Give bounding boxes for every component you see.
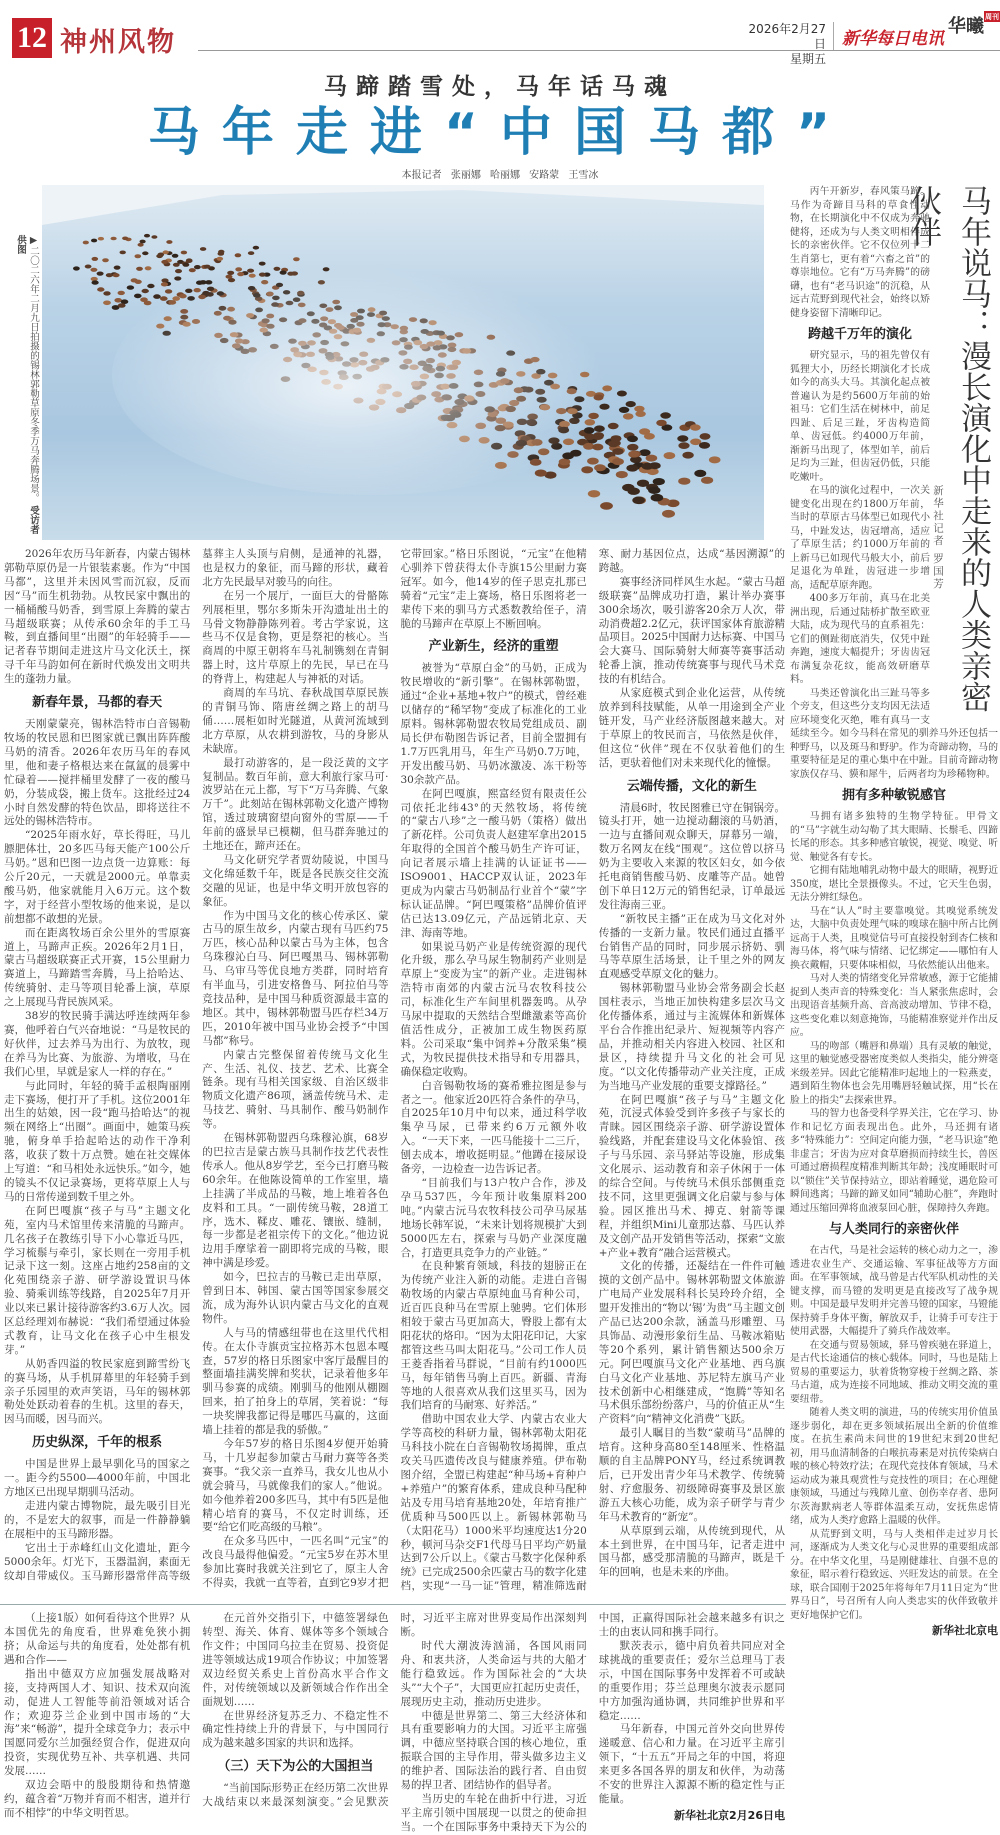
paragraph: 丙午开新岁，春风策马蹄。马作为奇蹄目马科的草食性动物，在长期演化中不仅成为奔驰健将，还成为与人类文明相伴成长的亲密伙伴。它不仅位列十二生肖第七，更有着“六畜之首”的尊崇地位。它有“万马奔腾”的磅礴，也有“老马识途”的沉稳，从远古荒野到现代社会，始终以矫健身姿留下清晰印记。 [790,186,930,319]
horse-mark [699,442,710,449]
paragraph: 中德是世界第二、第三大经济体和具有重要影响力的大国。习近平主席强调，中德应坚持联合国的核心地位，重振联合国的主导作用，带头做多边主义的维护者、国际法治的践行者、自由贸易的捍卫者、团结协作的倡导者。 [400,1709,587,1792]
paragraph: 清晨6时，牧民图雅已守在铜锅旁。镜头打开，她一边搅动翻滚的马奶酒，一边与直播间观众聊天，屏幕另一端，数万名网友在线“围观”。这位曾以挤马奶为主要收入来源的牧区妇女，如今依托电商销售酸马奶、皮雕等产品。她曾创下单日12万元的销售纪录，订单最远发往海南三亚。 [598,801,785,911]
paragraph: 与此同时，年轻的骑手孟根陶丽刚走下赛场，便打开了手机。这位2001年出生的姑娘，因一段“跑马拾哈达”的视频在网络上“出圈”。画面中，她策马疾驰，俯身单手拾起哈达的动作干净利落，收获了数十万点赞。她在社交媒体上写道：“和马相处永远快乐。”如今，她的镜头不仅记录赛场，更将草原上人与马的日常传递到数千里之外。 [4,1079,191,1203]
horse-mark [701,477,713,484]
continued-article-body [4,1612,785,1835]
horse-mark [85,265,92,269]
paragraph: 当历史的车轮在曲折中行进，习近平主席引领中国展现一以贯之的使命担当。一个在国际事务中秉持天下为公的中国，正赢得国际社会越来越多有识之士的由衷认同和携手同行。 [400,1612,785,1833]
supplement-logo [948,12,1000,38]
horse-mark [649,462,661,469]
horse-mark [136,267,143,271]
paragraph: 锡林郭勒盟马业协会常务副会长赵国柱表示，当地正加快构建多层次马文化传播体系，通过与主流媒体和新媒体平台合作推出纪录片、短视频等内容产品，并推动相关内容进入校园、社区和景区，持续提升马文化的社会可见度。“以文化传播带动产业关注度，正成为当地马产业发展的重要支撑路径。” [598,982,785,1092]
horse-mark [92,257,99,261]
article-divider [0,1604,786,1605]
horse-mark [581,466,593,473]
dateline-sign: 新华社北京2月26日电 [674,1808,785,1822]
paragraph: 38岁的牧民骑手满达呼连续两年参赛，他呼着白气兴奋地说：“马是牧民的好伙伴，过去养马为出行、为放牧，现在养马为比赛、为旅游、为增收，马在我们心里，早就是家人一样的存在。” [4,1010,191,1078]
paragraph: （上接1版）如何看待这个世界？从本国优先的角度看，世界难免狭小拥挤；从命运与共的角度看，处处都有机遇和合作—— [4,1612,191,1666]
paragraph: 400多万年前，真马在北美洲出现，后通过陆桥扩散至欧亚大陆，成为现代马的直系祖先：它们的侧趾彻底消失，仅凭中趾奔跑，速度大幅提升；牙齿齿冠布满复杂花纹，能高效研磨草料。 [790,593,930,685]
paragraph: 在锡林郭勒盟西乌珠穆沁旗，68岁的巴拉吉是蒙古族马具制作技艺代表性传承人。他从8岁学艺，至今已打磨马鞍60余年。在他陈设简单的工作室里，墙上挂满了半成品的马鞍，地上堆着各色皮料和工具。“一副传统马鞍，28道工序，选木、鞣皮、雕花、镶嵌、缝制，每一步都是老祖宗传下的文化。”他边说边用手摩挲着一副即将完成的马鞍，眼神中满是珍爱。 [202,1132,389,1270]
horse-mark [709,456,721,463]
paragraph: 被誉为“草原白金”的马奶，正成为牧民增收的“新引擎”。在锡林郭勒盟，通过“企业+基地+牧户”的模式，曾经难以储存的“稀罕物”变成了标准化的工业原料。锡林郭勒盟农牧局党组成员、副局长伊布勒图告诉记者，目前全盟拥有1.7万匹乳用马，年生产马奶0.7万吨，开发出酸马奶、马奶冰激凌、冻干粉等30余款产品。 [400,662,587,786]
horse-mark [138,243,144,247]
photo-credit: 受访者供图 [15,235,39,535]
paragraph: 最引人瞩目的当数“蒙萌马”品牌的培育。这种身高80至148厘米、性格温顺的自主品牌PONY马，经过系统调教后，已开发出青少年马术教学、传统骑射、疗愈服务、初级障碍赛事及景区旅游五大核心功能，成为亲子研学与青少年马术教育的“新宠”。 [598,1427,785,1523]
sidebar-byline: 新华社记者 罗国芳 [932,485,944,591]
horse-mark [98,237,104,241]
paragraph: 在阿巴嘎旗“孩子与马”主题文化苑，室内马术馆里传来清脆的马蹄声。几名孩子在教练引导下小心靠近马匹，学习梳鬃与牵引，家长则在一旁用手机记录下这一刻。这座占地约258亩的文化苑围绕亲子游、研学游设置识马体验、骑乘训练等线路，自2025年7月开业以来已累计接待游客约3.6万人次。园区总经理刘布赫说：“我们希望通过体验式教育，让马文化在孩子心中生根发芽。” [4,1204,191,1356]
horse-mark [651,494,664,502]
paragraph: 在另一个展厅，一面巨大的骨骼陈列展柜里，鄂尔多斯朱开沟遗址出土的马骨文物静静陈列着。考古学家说，这些马不仅是食物，更是祭祀的核心。当商周的中原王朝将车马礼制镌刻在青铜器上时，这片草原上的先民，早已在马的脊背上，构建起人与神祇的对话。 [202,589,389,686]
horse-mark [153,294,161,299]
paragraph: 马年新春，中国元首外交向世界传递暖意、信心和力量。在习近平主席引领下，“十五五”开局之年的中国，将迎来更多各国各界的朋友和伙伴，为动荡不安的世界注入源源不断的稳定性与正能量。 [598,1723,785,1805]
paragraph: 商周的车马坑、春秋战国草原民族的青铜马饰、隋唐丝绸之路上的胡马俑……展柜如时光隧道，从黄河流域到北方草原，从农耕到游牧，马的身影从未缺席。 [202,687,389,755]
horse-mark [588,490,600,497]
paragraph: “2025年雨水好，草长得旺，马儿膘肥体壮，20多匹马每天能产100公斤马奶。”恩和巴图一边点货一边算账：每公斤20元，一天就是2000元。单靠卖酸马奶，他家就能月入6万元。这个数字，对于经营小型牧场的他来说，是以前想都不敢想的光景。 [4,829,191,925]
photo-caption [6,235,40,535]
horse-mark [142,289,149,293]
paragraph: 文化的传播，还凝结在一件件可触摸的文创产品中。锡林郭勒盟文体旅游广电局产业发展科科长吴玲玲介绍，全盟开发推出的“物以‘锡’为贵”马主题文创产品已达200余款，涵盖马形雕塑、马具饰品、动漫形象衍生品、马鞍冰箱贴等20个系列，累计销售额达500余万元。阿巴嘎旗马文化产业基地、西乌旗白马文化产业基地、苏尼特左旗马产业技术创新中心相继建成，“饱腾”等知名马术俱乐部纷纷落户，马的价值正从“生产资料”向“精神文化消费”飞跃。 [598,1260,785,1426]
page-number: 12 [12,18,52,58]
horse-mark [97,287,104,291]
horse-mark [135,254,142,258]
horse-mark [235,253,242,257]
article-byline: 本报记者 张丽娜 哈丽娜 安路蒙 王雪冰 [401,170,599,181]
section-heading: 产业新生，经济的重塑 [428,639,559,655]
paragraph: 在良种繁育领域，科技的翅膀正在为传统产业注入新的动能。走进白音锡勒牧场的内蒙古草原纯血马育种公司，近百匹良种马在雪原上驰骋。它们体形相较于蒙古马更加高大，臀股上都有太阳花状的烙印。“因为太阳花印记，大家都管这些马叫太阳花马。”公司工作人员王菱香指着马群说，“目前有约1000匹马，每年销售马驹上百匹。新疆、青海等地的人很喜欢从我们这里买马，因为我们培育的马耐寒、好养活。” [400,1260,587,1412]
horse-mark [147,284,154,288]
article-subtitle: 马蹄踏雪处，马年话马魂 [324,74,676,100]
horse-mark [151,235,157,239]
section-heading: 新春年景，马都的春天 [32,695,163,711]
paragraph: 2026年农历马年新春，内蒙古锡林郭勒草原仍是一片银装素裹。作为“中国马都”，这里并未因风雪而沉寂，反而因“马”而生机勃勃。从牧民家中飘出的一桶桶酸马奶香，到雪原上奔腾的蒙古马超级联赛；从传承60余年的手工马鞍，到直播间里“出圈”的年轻骑手——记者春节期间走进这片马文化沃土，探寻千年马韵如何在新时代焕发出文明共生的蓬勃力量。 [4,548,191,686]
horse-mark [134,294,142,299]
main-article-body [4,548,785,1594]
paragraph: 在众多马匹中，一匹名叫“元宝”的改良马最得他偏爱。“元宝5岁在苏木里参加比赛时我就关注到它了，原主人舍不得卖，我就一直等着，直到它9岁才把它带回家。”格日乐图说，“元宝”在他精心驯养下曾获得太仆寺旗15公里耐力赛冠军。如今，他14岁的侄子思克扎那已骑着“元宝”走上赛场，格日乐图将老一辈传下来的驯马方式悉数教给侄子，清脆的马蹄声在草原上不断回响。 [202,548,587,1590]
horse-mark [656,420,667,426]
horse-mark [644,433,655,440]
newspaper-logo: 新华每日电讯 [842,29,944,49]
horse-mark [218,250,224,254]
horse-mark [118,291,125,295]
horse-mark [592,444,603,451]
horse-mark [627,436,638,443]
caption-text: ▶二〇二六年二月九日拍摄的锡林郭勒草原冬季万马奔腾场景。 [28,235,39,503]
horse-mark [587,458,599,465]
horse-mark [235,267,242,271]
paragraph: 随着人类文明的演进，马的传统实用价值虽逐步弱化，却在更多领域拓展出全新的价值维度。在抗生素尚未问世的19世纪末到20世纪初，用马血清制备的白喉抗毒素是对抗传染病白喉的核心特效疗法；在现代竞技体育领域，马术运动成为兼具观赏性与竞技性的项目；在心理健康领域，马通过与残障儿童、创伤幸存者、患阿尔茨海默病老人等群体温柔互动，安抚焦虑情绪，成为人类疗愈路上温暖的伙伴。 [790,1407,998,1526]
paragraph: 而在距离牧场百余公里外的雪原赛道上，马蹄声正疾。2026年2月1日，蒙古马超级联赛正式开赛，15公里耐力赛道上，马蹄踏雪奔腾，马上拾哈达、传统骑射、走马等项目轮番上演，草原之上展现马背民族风采。 [4,926,191,1009]
horse-mark [612,458,624,465]
horse-mark [204,265,211,269]
section-heading: 跨越千万年的演化 [807,327,912,342]
horse-mark [181,251,187,255]
horse-mark [664,452,676,459]
horse-mark [677,435,688,442]
paragraph: 借助中国农业大学、内蒙古农业大学等高校的科研力量，锡林郭勒太阳花马科技小院在白音锡勒牧场揭牌，重点攻关马匹遗传改良与健康养殖。伊布勒图介绍，全盟已构建起“种马场+育种户+养殖户”的繁育体系，建成良种马配种站及专用马培育基地20处，年培育推广优质种马500匹以上。新锡林郭勒马（太阳花马）1000米平均速度达1分20秒，顿河马杂交F1代母马日平均产奶量达到7公斤以上。《蒙古马数字化保种系统》已完成2500余匹蒙古马的数字化建档，实现“一马一证”管理，精准筛选耐寒、耐力基因位点，达成“基因溯源”的跨越。 [400,548,785,1593]
paragraph: 在元首外交指引下，中德签署绿色转型、海关、体育、媒体等多个领域合作文件；中国同乌拉圭在贸易、投资促进等领域达成19项合作协议；中加签署双边经贸关系史上首份高水平合作文件，对传统领域以及新领域合作作出全面规划…… [202,1612,389,1708]
horse-mark [678,478,690,485]
horse-mark [248,251,254,255]
horse-mark [102,258,109,262]
horse-mark [690,424,701,430]
section-heading: 与人类同行的亲密伙伴 [828,1222,959,1237]
horse-mark [140,240,146,244]
paragraph: 研究显示，马的祖先曾仅有狐狸大小，历经长期演化才长成如今的高头大马。其演化起点被普遍认为是约5600万年前的始祖马：它们生活在树林中，前足四趾、后足三趾，牙齿构造简单、齿冠低。约4000万年前，渐新马出现了，体型如羊，前后足均为三趾，但齿冠仍低，只能吃嫩叶。 [790,350,930,483]
horse-herd-photo [42,185,764,540]
horse-mark [648,487,660,494]
paragraph: 从荒野到文明，马与人类相伴走过岁月长河，逐渐成为人类文化与心灵世界的重要组成部分。在中华文化里，马是刚健雄壮、自强不息的象征，昭示着行稳致远、兴旺发达的前景。在全球，联合国刚于2025年将每年7月11日定为“世界马日”，号召所有人向人类忠实的伙伴致敬并更好地保护它们。 [790,1528,998,1621]
paragraph: 马在“认人”时主要靠嗅觉。其嗅觉系统发达，大脑中负责处理气味的嗅球在脑中所占比例远高于人类，且嗅觉信号可直接投射到杏仁核和海马体，将气味与情绪、记忆绑定——哪怕有人换衣戴帽，只要体味相似，马依然能认出他来。 [790,905,998,971]
horse-mark [175,269,182,273]
section-heading: 云端传播，文化的新生 [626,778,757,794]
paragraph: 马对人类的情绪变化异常敏感，源于它能捕捉到人类声音的特殊变化：当人紧张焦虑时，会出现语音基频升高、音高波动增加、节律不稳，这些变化难以刻意掩饰，马能精准察觉并作出反应。 [790,973,998,1038]
paragraph: 内蒙古完整保留着传统马文化生产、生活、礼仪、技艺、艺术、比赛全链条。现有马相关国家级、自治区级非物质文化遗产86项，涵盖传统马术、走马技艺、骑射、马具制作、酸马奶制作等。 [202,1048,389,1131]
horse-mark [103,301,111,306]
horse-mark [535,470,547,477]
article-headline: 马年走进“中国马都” [147,103,853,163]
paragraph: 今年57岁的格日乐图4岁便开始骑马，十几岁起参加蒙古马耐力赛等各类赛事。“我父亲一直养马，我女儿也从小就会骑马，马就像我们的家人。”他说。如今他养着200多匹马，其中有5匹是他精心培育的赛马，不仅定时训练，还要“给它们吃高级的马粮”。 [202,1438,389,1534]
horse-mark [194,265,201,269]
horse-mark [694,470,706,477]
paragraph: 在古代，马是社会运转的核心动力之一，渗透进农业生产、交通运输、军事征战等方方面面。在军事领域，战马曾是古代军队机动性的关键支撑，而马镫的发明更是直接改写了战争规则。中国是最早发明并完善马镫的国家，马镫能保持骑手身体平衡，解放双手，让骑手可专注于使用武器，大幅提升了骑兵作战效率。 [790,1245,998,1337]
horse-mark [678,442,689,449]
paragraph: “新牧民主播”正在成为马文化对外传播的一支新力量。牧民们通过直播平台销售产品的同时，同步展示挤奶、驯马等草原生活场景，让千里之外的网友直观感受草原文化的魅力。 [598,912,785,981]
paragraph: 它拥有陆地哺乳动物中最大的眼睛，视野近350度，堪比全景摄像头。不过，它天生色弱，无法分辨红绿色。 [790,865,998,903]
horse-mark [172,254,179,258]
sidebar-article [790,185,998,1638]
horse-mark [189,268,196,272]
paragraph: 中国是世界上最早驯化马的国家之一。距今约5500—4000年前，中国北方地区已出现早期驯马活动。 [4,1458,191,1499]
paragraph: 在交通与贸易领域，驿马曾疾驰在驿道上，是古代长途通信的核心载体。同时，马也是陆上贸易的重要运力，驮着货物穿梭于丝绸之路、茶马古道，成为连接不同地域、推动文明交流的重要纽带。 [790,1339,998,1405]
horse-mark [174,276,181,280]
horse-mark [140,297,148,302]
supplement-logo-text: 华曦 [948,16,984,37]
horse-mark [122,237,128,241]
horse-mark [700,433,711,440]
paragraph: 从奶香四溢的牧民家庭到蹄雪纷飞的赛马场，从手机屏幕里的年轻骑手到亲子乐园里的欢声笑语，马年的锡林郭勒处处跃动着春的生机。这里的春天，因马而暖，因马而兴。 [4,1357,191,1426]
horse-mark [144,234,150,238]
horse-mark [160,296,168,301]
horse-mark [616,471,628,478]
horse-mark [142,251,148,255]
horse-mark [163,250,169,254]
paragraph: 走进内蒙古博物院，最先吸引目光的，不是宏大的叙事，而是一件静静躺在展柜中的玉马蹄形器。 [4,1500,191,1540]
paragraph: 作为中国马文化的核心传承区、蒙古马的原生故乡，内蒙古现有马匹约75万匹，核心品种以蒙古马为主体，包含乌珠穆沁白马、阿巴嘎黑马、锡林郭勒马、乌审马等优良地方类群，同时培育有半血马，引进安格鲁马、阿拉伯马等竞技品种，是中国马种质资源最丰富的地区。其中，锡林郭勒盟马匹存栏34万匹，2010年被中国马业协会授予“中国马都”称号。 [202,909,389,1047]
horse-mark [166,240,172,244]
paragraph: “目前我们与13户牧户合作，涉及孕马537匹，今年预计收集原料200吨。”内蒙古沅马农牧科技公司孕马尿基地场长韩军说，“未来计划将规模扩大到5000匹左右，探索与马奶产业深度融合，打造更具竞争力的产业链。” [400,1176,587,1259]
horse-mark [156,254,163,258]
paragraph: 马的吻部（嘴唇和鼻端）具有灵敏的触觉，这里的触觉感受器密度类似人类指尖，能分辨毫米级差异。因此它能精准叼起地上的一粒燕麦，遇到陌生物体也会先用嘴唇轻触试探，用“长在脸上的指尖”去探索世界。 [790,1040,998,1106]
date-text: 2026年2月27日 [748,22,826,51]
paragraph: 马类还曾演化出三趾马等多个旁支，但这些分支均因无法适应环境变化灭绝，唯有真马一支延续至今。如今马科在常见的驯养马外还包括一种野马，以及斑马和野驴。作为奇蹄动物，马的重要特征是足的重心集中在中趾。目前奇蹄动物家族仅存马、貘和犀牛，后两者均为珍稀物种。 [790,687,998,780]
horse-mark [612,448,623,455]
horse-mark [131,278,138,282]
section-heading: 历史纵深，千年的根系 [32,1435,163,1451]
horse-mark [103,291,110,295]
paragraph: 马的智力也备受科学界关注，它在学习、协作和记忆方面表现出色。此外，马还拥有诸多“特殊能力”：空间定向能力强，“老马识途”绝非虚言；牙齿为应对食草磨损而持续生长，兽医可通过磨损程度精准判断其年龄；浅度睡眠时可以“锁住”关节保持站立，即站着睡觉，遇危险可瞬间逃离；马蹄的蹄叉如同“辅助心脏”，奔跑时通过压缩回弹将血液泵回心脏，保障持久奔跑。 [790,1108,998,1214]
supplement-badge: 周刊 [985,12,999,21]
paragraph: 指出中德双方应加强发展战略对接，支持两国人才、知识、技术双向流动，促进人工智能等前沿领域对话合作；欢迎芬兰企业到中国市场的“大海”来“畅游”，提升全球竞争力；表示中国愿同爱尔兰加强经贸合作，促进双向投资，实现优势互补、共享机遇、共同发展…… [4,1667,191,1778]
horse-mark [682,452,693,459]
paragraph: 默茨表示，德中肩负着共同应对全球挑战的重要责任；爱尔兰总理马丁表示，中国在国际事务中发挥着不可或缺的重要作用；芬兰总理奥尔波表示愿同中方加强沟通协调，共同维护世界和平稳定…… [598,1639,785,1722]
horse-mark [646,455,658,462]
horse-mark [627,444,638,451]
horse-mark [111,237,117,241]
issue-date [742,22,826,67]
horse-mark [161,260,168,264]
section-title: 神州风物 [60,27,176,58]
horse-mark [259,262,266,266]
horse-mark [622,484,634,491]
paragraph: 白音锡勒牧场的赛希雅拉图是参与者之一。他家近20匹符合条件的孕马，自2025年10月中旬以来，通过科学收集孕马尿，已带来约6万元额外收入。“一天下来，一匹马能接十二三斤，刨去成本，增收挺明显。”他蹲在接尿设备旁，一边检查一边告诉记者。 [400,1079,587,1176]
paragraph: 最打动游客的，是一段泛黄的文字复制品。数百年前，意大利旅行家马可·波罗站在元上都，写下“万马奔腾、气象万千”。此刻站在锡林郭勒文化遗产博物馆，透过玻璃窗望向窗外的雪原——千年前的盛景早已模糊，但马群奔驰过的土地还在，蹄声还在。 [202,756,389,853]
paragraph: 从家庭模式到企业化运营，从传统放养到科技赋能，从单一用途到全产业链开发，马产业经济版图越来越大。对于草原上的牧民而言，马依然是伙伴，但这位“伙伴”现在不仅驮着他们的生活，更驮着他们对未来现代化的憧憬。 [598,687,785,769]
paragraph: 在马的演化过程中，一次关键变化出现在约1800万年前，当时的草原古马体型已如现代小马，中趾发达，齿冠增高，适应了草原生活；约1000万年前的上新马已如现代马般大小，前后足退化为单趾，齿冠进一步增高，适配草原奔跑。 [790,485,930,591]
horse-mark [173,263,180,267]
horse-mark [626,401,636,407]
horse-mark [559,458,571,465]
horse-mark [623,413,634,419]
horse-mark [632,497,645,505]
horse-mark [600,502,613,510]
horse-mark [660,412,671,418]
paragraph: 如今，巴拉吉的马鞍已走出草原，曾到日本、韩国、蒙古国等国家参展交流，成为海外认识内蒙古马文化的直观物件。 [202,1271,389,1325]
horse-mark [253,246,259,250]
horse-mark [73,266,80,270]
paragraph: 马拥有诸多独特的生物学特征。甲骨文的“马”字就生动勾勒了其大眼睛、长鬃毛、四蹄长尾的形态。其多种感官敏锐，视觉、嗅觉、听觉、触觉各有专长。 [790,811,998,863]
horse-mark [635,411,645,417]
horse-mark [97,272,104,276]
horse-mark [92,280,99,284]
horse-mark [608,441,619,448]
horse-mark [91,239,97,243]
paragraph: 如果说马奶产业是传统资源的现代化升级，那么孕马尿生物制药产业则是草原上“变废为宝”的新产业。走进锡林浩特市南郊的内蒙古沅马农牧科技公司，标准化生产车间里机器轰鸣。从孕马尿中提取的天然结合型雌激素等高价值活性成分，正被加工成生物医药原料。公司采取“集中饲养+分散采集”模式，为牧民提供技术指导和专用器具，确保稳定收购。 [400,940,587,1078]
paragraph: 双边会晤中的殷殷期待和热情邀约，蕴含着“万物并育而不相害，道并行而不相悖”的中华文明哲思。 [4,1779,191,1819]
horse-mark [637,480,649,487]
paragraph: 在阿巴嘎旗“孩子与马”主题文化苑，沉浸式体验受到许多孩子与家长的青睐。园区围绕亲子游、研学游设置体验线路，并配套建设马文化体验馆、孩子与马乐园、亲马驿站等设施，形成集文化展示、运动教育和亲子休闲于一体的综合空间。与传统马术俱乐部侧重竞技不同，这里更强调文化启蒙与参与体验。园区推出马术、搏克、射箭等课程，并组织Mini儿童那达慕、马匹认养及文创产品开发销售等活动，探索“文旅+产业+教育”融合运营模式。 [598,1093,785,1259]
horse-mark [118,303,126,308]
weekday-text: 星期五 [789,52,826,66]
section-heading: 拥有多种敏锐感官 [841,788,946,803]
horse-mark [653,478,665,485]
horse-mark [200,247,206,251]
paragraph: “当前国际形势正在经历第二次世界大战结束以来最深刻演变。”会见默茨时，习近平主席对世界变局作出深刻判断。 [202,1612,587,1809]
horse-mark [161,282,168,286]
horse-mark [183,263,190,267]
paragraph: 在世界经济复苏乏力、不稳定性不确定性持续上升的背景下，与中国同行成为越来越多国家的共识和选择。 [202,1709,389,1750]
paragraph: 它出土于赤峰红山文化遗址，距今5000余年。灯光下，玉器温润，素面无纹却自带威仪。玉马蹄形器常伴高等级墓葬主人头顶与肩侧，是通神的礼器，也是权力的象征，而马蹄的形状，藏着北方先民最早对骏马的向往。 [4,548,389,1582]
dateline-sign: 新华社北京电 [932,1624,998,1637]
paragraph: 赛事经济同样风生水起。“蒙古马超级联赛”品牌成功打造，累计举办赛事300余场次，吸引游客20余万人次，带动消费超2.2亿元，获评国家体育旅游精品项目。2025中国耐力达标赛、中国马会大赛马、国际骑射大师赛等赛事活动轮番上演，推动传统赛事与现代马术竞技的有机结合。 [598,575,785,686]
horse-mark [145,266,152,270]
horse-mark [626,465,638,472]
horse-mark [662,510,675,518]
horse-mark [127,285,134,289]
paragraph: 从草原到云端，从传统到现代，从本土到世界，在中国马年，记者走进中国马都，感受那清脆的马蹄声，既是千年的回响，也是未来的序曲。 [598,1524,785,1579]
left-articles [4,548,785,1835]
paragraph: 人与马的情感纽带也在这里代代相传。在太仆寺旗贡宝拉格苏木包恩本嘎查，57岁的格日乐图家中客厅最醒目的整面墙挂满奖牌和奖状，记录着他多年驯马参赛的成绩。刚驯马的他刚从棚圈回来，拍了拍身上的草屑，笑着说：“每一块奖牌我都记得是哪匹马赢的，这面墙上挂着的都是我的骄傲。” [202,1326,389,1437]
section-heading: （三）天下为公的大国担当 [217,1759,374,1775]
paragraph: 马文化研究学者贾幼陵说，中国马文化绵延数千年，既是各民族交往交流交融的见证，也是中华文明开放包容的象征。 [202,853,389,908]
horse-mark [90,268,97,272]
paragraph: 天刚蒙蒙亮，锡林浩特市白音锡勒牧场的牧民恩和巴图家就已飘出阵阵酸马奶的清香。2026年农历马年的春风里，他和妻子格根达来在氤氲的晨雾中忙碌着——搅拌桶里发酵了一夜的酸马奶，分装成袋，搬上货车。这批经过24小时自然发酵的特色饮品，即将送往不远处的锡林浩特市。 [4,718,191,828]
sidebar-title: 马年说马：漫长演化中走来的人类亲密伙伴 [905,185,991,712]
snow-mist [112,255,632,495]
horse-mark [120,251,126,255]
horse-mark [165,289,172,293]
paragraph: 在阿巴嘎旗，熙富经贸有限责任公司依托北纬43°的天然牧场，将传统的“蒙古八珍”之一酸马奶（策格）做出了新花样。公司负责人赵建军拿出2015年取得的全国首个酸马奶生产许可证，向记者展示墙上挂满的认证证书——ISO9001、HACCP双认证，2023年更成为内蒙古马奶制品行业首个“蒙”字标认证品牌。“阿巴嘎策格”品牌价值评估已达13.09亿元，产品远销北京、天津、海南等地。 [400,787,587,939]
header-separator [833,22,834,50]
horse-mark [83,241,89,245]
horse-mark [114,266,121,270]
paragraph: 时代大潮波涛汹涌，各国风雨同舟、和衷共济，人类命运与共的大船才能行稳致远。作为国际社会的“大块头”“大个子”，大国更应扛起历史责任，展现历史主动，推动历史进步。 [400,1639,587,1708]
horse-mark [594,464,606,471]
horse-mark [113,273,120,277]
header-divider [198,50,1000,51]
horse-mark [106,273,113,277]
horse-mark [628,451,639,458]
horse-mark [217,257,224,261]
